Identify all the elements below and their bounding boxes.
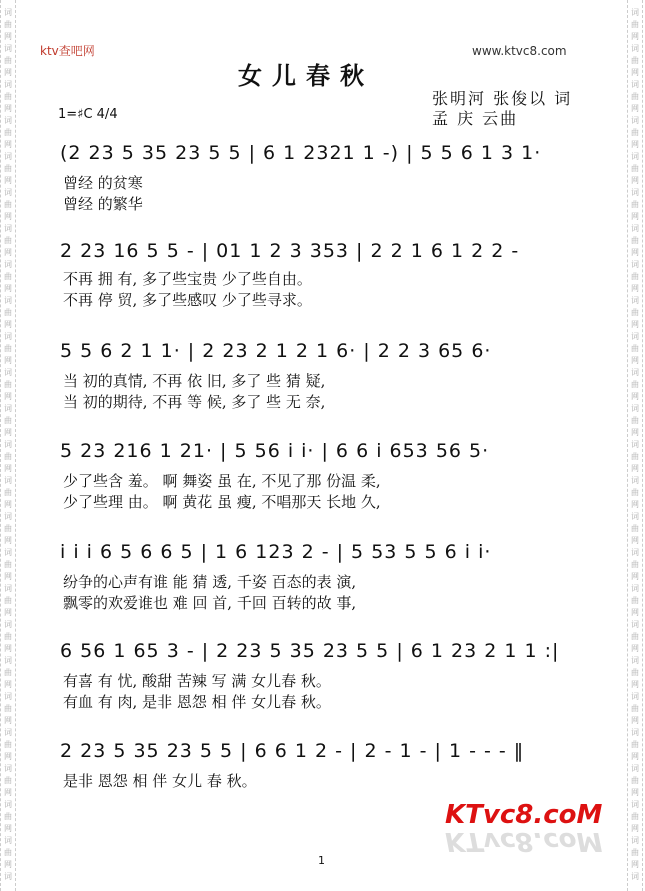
watermark-glyph: 网 bbox=[631, 392, 639, 401]
watermark-glyph: 网 bbox=[4, 284, 12, 293]
watermark-glyph: 词 bbox=[4, 692, 12, 701]
watermark-glyph: 词 bbox=[631, 800, 639, 809]
watermark-glyph: 词 bbox=[631, 584, 639, 593]
watermark-glyph: 网 bbox=[631, 536, 639, 545]
watermark-glyph: 网 bbox=[631, 680, 639, 689]
watermark-glyph: 曲 bbox=[4, 596, 12, 605]
watermark-glyph: 网 bbox=[631, 716, 639, 725]
watermark-glyph: 词 bbox=[631, 260, 639, 269]
watermark-glyph: 曲 bbox=[631, 164, 639, 173]
watermark-glyph: 曲 bbox=[4, 488, 12, 497]
watermark-glyph: 曲 bbox=[4, 200, 12, 209]
watermark-glyph: 曲 bbox=[4, 236, 12, 245]
watermark-glyph: 词 bbox=[4, 656, 12, 665]
watermark-glyph: 网 bbox=[4, 428, 12, 437]
watermark-glyph: 网 bbox=[4, 716, 12, 725]
watermark-glyph: 网 bbox=[631, 248, 639, 257]
watermark-glyph: 网 bbox=[4, 860, 12, 869]
watermark-glyph: 网 bbox=[4, 176, 12, 185]
watermark-glyph: 词 bbox=[4, 476, 12, 485]
watermark-glyph: 网 bbox=[4, 608, 12, 617]
watermark-glyph: 网 bbox=[631, 788, 639, 797]
watermark-glyph: 网 bbox=[4, 644, 12, 653]
watermark-glyph: 曲 bbox=[631, 56, 639, 65]
lyric-line-5a: 纷争的心声有谁 能 猜 透, 千姿 百态的表 演, bbox=[63, 573, 357, 591]
left-watermark-strip bbox=[0, 0, 16, 891]
watermark-glyph: 网 bbox=[4, 104, 12, 113]
watermark-glyph: 词 bbox=[631, 8, 639, 17]
watermark-glyph: 网 bbox=[631, 644, 639, 653]
watermark-glyph: 曲 bbox=[631, 704, 639, 713]
watermark-glyph: 曲 bbox=[4, 308, 12, 317]
watermark-glyph: 词 bbox=[631, 152, 639, 161]
watermark-glyph: 曲 bbox=[4, 344, 12, 353]
lyric-line-2a: 不再 拥 有, 多了些宝贵 少了些自由。 bbox=[63, 270, 312, 288]
watermark-glyph: 网 bbox=[4, 248, 12, 257]
watermark-glyph: 网 bbox=[631, 284, 639, 293]
watermark-glyph: 网 bbox=[631, 464, 639, 473]
watermark-glyph: 词 bbox=[631, 368, 639, 377]
watermark-glyph: 词 bbox=[631, 872, 639, 881]
notation-line-5: i i i 6 5 6 6 5 | 1 6 123 2 - | 5 53 5 5 6 i i· bbox=[60, 541, 492, 563]
watermark-glyph: 网 bbox=[631, 320, 639, 329]
site-name: ktv查吧网 bbox=[40, 44, 95, 58]
watermark-glyph: 曲 bbox=[631, 776, 639, 785]
lyric-line-1a: 曾经 的贫寒 bbox=[63, 174, 143, 192]
watermark-glyph: 词 bbox=[4, 368, 12, 377]
watermark-glyph: 词 bbox=[4, 836, 12, 845]
watermark-glyph: 网 bbox=[631, 860, 639, 869]
watermark-glyph: 网 bbox=[631, 572, 639, 581]
watermark-glyph: 曲 bbox=[4, 560, 12, 569]
watermark-glyph: 词 bbox=[4, 548, 12, 557]
notation-line-7: 2 23 5 35 23 5 5 | 6 6 1 2 - | 2 - 1 - | 1 - - - ‖ bbox=[60, 740, 525, 762]
lyricist-credit: 张明河 张俊以 词 bbox=[432, 89, 573, 108]
watermark-glyph: 曲 bbox=[631, 200, 639, 209]
lyric-line-5b: 飘零的欢爱谁也 难 回 首, 千回 百转的故 事, bbox=[63, 594, 357, 612]
lyric-line-1b: 曾经 的繁华 bbox=[63, 195, 143, 213]
right-watermark-strip bbox=[627, 0, 643, 891]
watermark-glyph: 曲 bbox=[631, 488, 639, 497]
watermark-glyph: 词 bbox=[4, 728, 12, 737]
watermark-glyph: 曲 bbox=[4, 632, 12, 641]
watermark-glyph: 网 bbox=[4, 500, 12, 509]
watermark-glyph: 词 bbox=[4, 872, 12, 881]
watermark-glyph: 曲 bbox=[4, 776, 12, 785]
watermark-glyph: 曲 bbox=[631, 560, 639, 569]
watermark-glyph: 词 bbox=[4, 152, 12, 161]
watermark-glyph: 词 bbox=[631, 548, 639, 557]
watermark-glyph: 网 bbox=[631, 356, 639, 365]
watermark-glyph: 词 bbox=[4, 404, 12, 413]
watermark-glyph: 词 bbox=[631, 116, 639, 125]
watermark-glyph: 曲 bbox=[4, 92, 12, 101]
watermark-glyph: 网 bbox=[4, 680, 12, 689]
watermark-glyph: 词 bbox=[4, 764, 12, 773]
key-signature: 1=♯C 4/4 bbox=[58, 107, 118, 122]
lyric-line-2b: 不再 停 贸, 多了些感叹 少了些寻求。 bbox=[63, 291, 312, 309]
watermark-glyph: 曲 bbox=[631, 596, 639, 605]
watermark-glyph: 曲 bbox=[4, 272, 12, 281]
watermark-glyph: 网 bbox=[631, 176, 639, 185]
watermark-glyph: 曲 bbox=[631, 416, 639, 425]
watermark-glyph: 网 bbox=[4, 572, 12, 581]
watermark-glyph: 词 bbox=[631, 404, 639, 413]
watermark-glyph: 曲 bbox=[631, 344, 639, 353]
lyric-line-4a: 少了些含 羞。 啊 舞姿 虽 在, 不见了那 份温 柔, bbox=[63, 472, 381, 490]
watermark-glyph: 曲 bbox=[631, 308, 639, 317]
watermark-glyph: 网 bbox=[631, 32, 639, 41]
watermark-glyph: 曲 bbox=[631, 812, 639, 821]
watermark-glyph: 曲 bbox=[631, 524, 639, 533]
watermark-glyph: 词 bbox=[4, 332, 12, 341]
notation-line-3: 5 5 6 2 1 1· | 2 23 2 1 2 1 6· | 2 2 3 65 6· bbox=[60, 340, 492, 362]
watermark-glyph: 曲 bbox=[631, 848, 639, 857]
watermark-glyph: 网 bbox=[631, 500, 639, 509]
page-number: 1 bbox=[318, 854, 325, 867]
watermark-glyph: 曲 bbox=[631, 20, 639, 29]
watermark-glyph: 词 bbox=[4, 584, 12, 593]
notation-line-4: 5 23 216 1 21· | 5 56 i i· | 6 6 i 653 56 5· bbox=[60, 440, 490, 462]
watermark-glyph: 网 bbox=[631, 824, 639, 833]
watermark-glyph: 词 bbox=[631, 764, 639, 773]
watermark-glyph: 网 bbox=[4, 140, 12, 149]
watermark-glyph: 曲 bbox=[631, 380, 639, 389]
watermark-glyph: 曲 bbox=[4, 128, 12, 137]
song-title: 女儿春秋 bbox=[238, 61, 374, 90]
watermark-glyph: 曲 bbox=[4, 452, 12, 461]
watermark-glyph: 词 bbox=[4, 512, 12, 521]
watermark-glyph: 曲 bbox=[4, 740, 12, 749]
watermark-glyph: 网 bbox=[631, 428, 639, 437]
watermark-glyph: 网 bbox=[4, 68, 12, 77]
watermark-glyph: 曲 bbox=[4, 380, 12, 389]
watermark-glyph: 网 bbox=[4, 788, 12, 797]
watermark-glyph: 曲 bbox=[4, 416, 12, 425]
watermark-glyph: 词 bbox=[4, 188, 12, 197]
watermark-glyph: 网 bbox=[631, 212, 639, 221]
watermark-glyph: 曲 bbox=[4, 812, 12, 821]
watermark-glyph: 词 bbox=[4, 116, 12, 125]
watermark-glyph: 词 bbox=[4, 44, 12, 53]
watermark-glyph: 词 bbox=[631, 188, 639, 197]
watermark-glyph: 曲 bbox=[4, 848, 12, 857]
watermark-glyph: 词 bbox=[631, 440, 639, 449]
watermark-glyph: 网 bbox=[4, 752, 12, 761]
watermark-glyph: 词 bbox=[631, 224, 639, 233]
watermark-glyph: 词 bbox=[4, 296, 12, 305]
watermark-glyph: 网 bbox=[4, 824, 12, 833]
watermark-glyph: 词 bbox=[631, 656, 639, 665]
notation-line-1: (2 23 5 35 23 5 5 | 6 1 2321 1 -) | 5 5 6 1 3 1· bbox=[60, 142, 542, 164]
watermark-glyph: 网 bbox=[4, 32, 12, 41]
watermark-glyph: 曲 bbox=[4, 56, 12, 65]
watermark-glyph: 网 bbox=[4, 212, 12, 221]
notation-line-2: 2 23 16 5 5 - | 01 1 2 3 353 | 2 2 1 6 1 2 2 - bbox=[60, 240, 520, 262]
watermark-glyph: 词 bbox=[631, 836, 639, 845]
watermark-glyph: 曲 bbox=[631, 272, 639, 281]
composer-credit: 孟 庆 云曲 bbox=[432, 109, 519, 128]
watermark-glyph: 网 bbox=[631, 68, 639, 77]
watermark-glyph: 网 bbox=[4, 392, 12, 401]
watermark-glyph: 网 bbox=[631, 140, 639, 149]
lyric-line-6b: 有血 有 肉, 是非 恩怨 相 伴 女儿春 秋。 bbox=[63, 693, 331, 711]
watermark-glyph: 曲 bbox=[631, 740, 639, 749]
logo-reflection: KTvc8.coM bbox=[445, 826, 603, 856]
watermark-glyph: 词 bbox=[4, 800, 12, 809]
watermark-glyph: 网 bbox=[631, 104, 639, 113]
notation-line-6: 6 56 1 65 3 - | 2 23 5 35 23 5 5 | 6 1 23 2 1 1 :| bbox=[60, 640, 560, 662]
lyric-line-3b: 当 初的期待, 不再 等 候, 多了 些 无 奈, bbox=[63, 393, 326, 411]
watermark-glyph: 曲 bbox=[631, 236, 639, 245]
lyric-line-4b: 少了些理 由。 啊 黄花 虽 瘦, 不唱那天 长地 久, bbox=[63, 493, 381, 511]
site-url: www.ktvc8.com bbox=[472, 44, 567, 58]
watermark-glyph: 曲 bbox=[631, 668, 639, 677]
watermark-glyph: 词 bbox=[4, 8, 12, 17]
ktvc8-logo: KTvc8.coM bbox=[445, 800, 603, 830]
watermark-glyph: 曲 bbox=[631, 128, 639, 137]
watermark-glyph: 词 bbox=[631, 728, 639, 737]
lyric-line-6a: 有喜 有 忧, 酸甜 苦辣 写 满 女儿春 秋。 bbox=[63, 672, 331, 690]
watermark-glyph: 网 bbox=[4, 464, 12, 473]
watermark-glyph: 曲 bbox=[4, 704, 12, 713]
watermark-glyph: 词 bbox=[4, 440, 12, 449]
watermark-glyph: 词 bbox=[631, 44, 639, 53]
watermark-glyph: 曲 bbox=[4, 524, 12, 533]
watermark-glyph: 词 bbox=[631, 476, 639, 485]
watermark-glyph: 词 bbox=[4, 224, 12, 233]
watermark-glyph: 曲 bbox=[4, 668, 12, 677]
watermark-glyph: 网 bbox=[631, 608, 639, 617]
watermark-glyph: 曲 bbox=[631, 632, 639, 641]
watermark-glyph: 曲 bbox=[4, 164, 12, 173]
lyric-line-3a: 当 初的真情, 不再 依 旧, 多了 些 猜 疑, bbox=[63, 372, 326, 390]
watermark-glyph: 词 bbox=[631, 692, 639, 701]
watermark-glyph: 网 bbox=[4, 356, 12, 365]
watermark-glyph: 词 bbox=[631, 512, 639, 521]
watermark-glyph: 词 bbox=[631, 620, 639, 629]
watermark-glyph: 词 bbox=[631, 80, 639, 89]
watermark-glyph: 网 bbox=[4, 536, 12, 545]
watermark-glyph: 词 bbox=[4, 620, 12, 629]
watermark-glyph: 曲 bbox=[631, 452, 639, 461]
watermark-glyph: 词 bbox=[631, 296, 639, 305]
watermark-glyph: 曲 bbox=[631, 92, 639, 101]
watermark-glyph: 词 bbox=[631, 332, 639, 341]
watermark-glyph: 曲 bbox=[4, 20, 12, 29]
lyric-line-7a: 是非 恩怨 相 伴 女儿 春 秋。 bbox=[63, 772, 257, 790]
watermark-glyph: 词 bbox=[4, 260, 12, 269]
watermark-glyph: 词 bbox=[4, 80, 12, 89]
watermark-glyph: 网 bbox=[631, 752, 639, 761]
watermark-glyph: 网 bbox=[4, 320, 12, 329]
